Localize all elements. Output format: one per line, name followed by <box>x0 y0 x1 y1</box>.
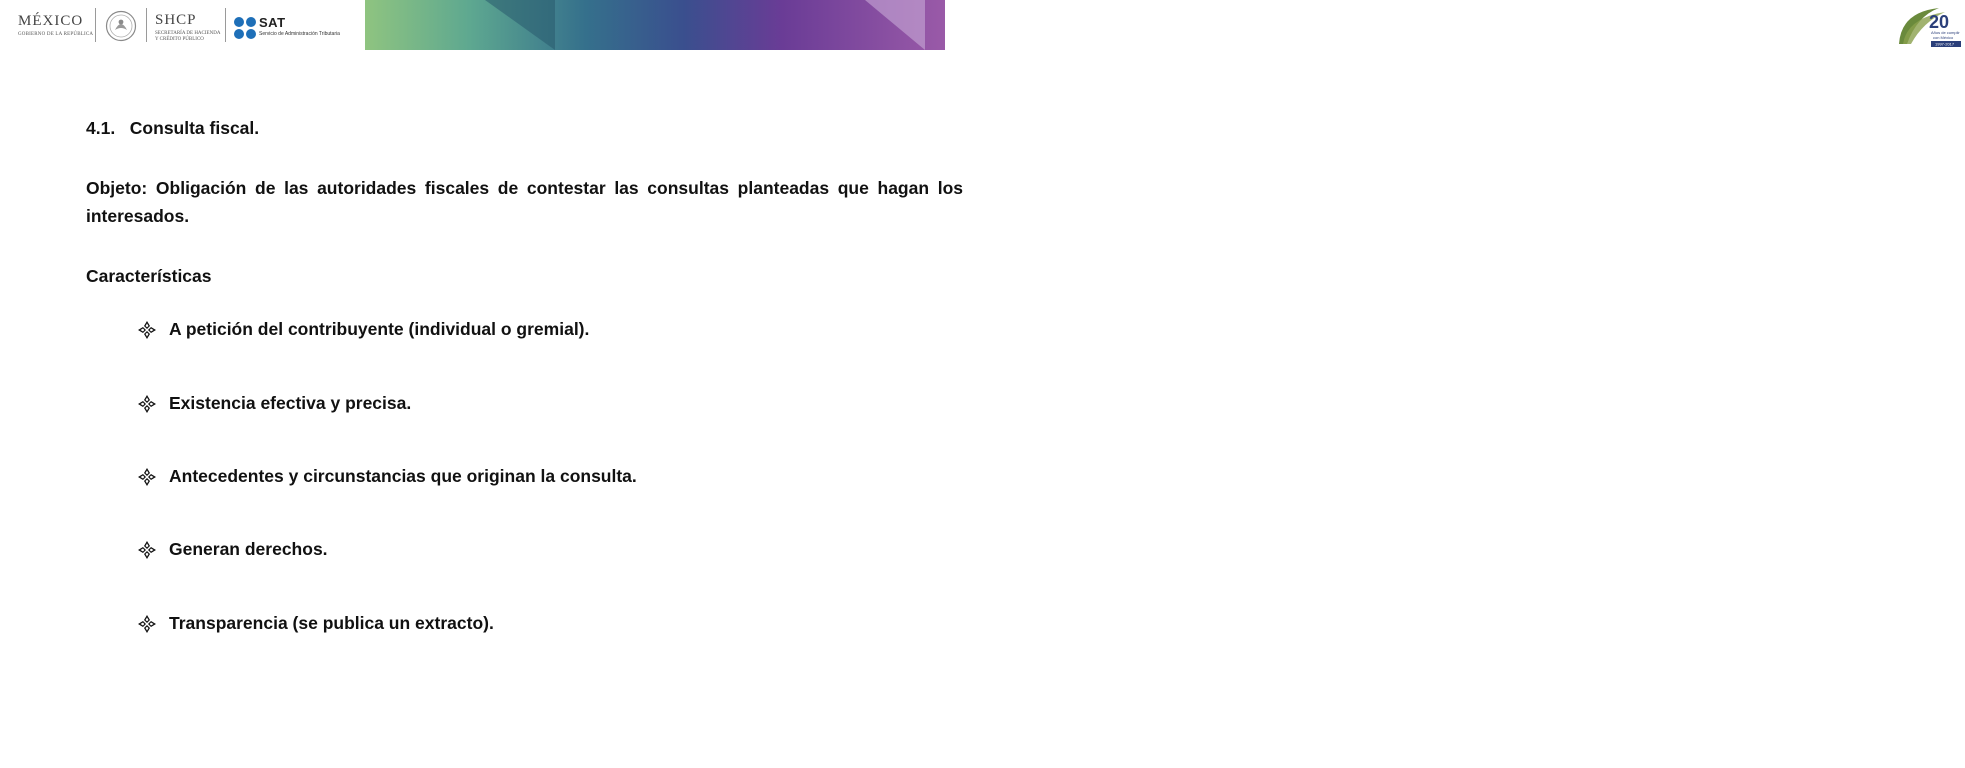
list-item <box>137 539 328 560</box>
objeto-text: Obligación de las autoridades fiscales de contestar las consultas planteadas que hagan los interesados. <box>86 178 963 226</box>
bullet-text: Existencia efectiva y precisa. <box>169 393 412 413</box>
anniversary-logo-icon <box>1893 4 1965 48</box>
diamond-bullet-icon <box>137 614 157 634</box>
diamond-bullet-icon <box>137 320 157 340</box>
objeto-label: Objeto: <box>86 178 148 198</box>
anniversary-text2: con México <box>1933 35 1954 40</box>
list-item <box>137 319 589 340</box>
list-item <box>137 466 637 487</box>
anniversary-text1: Años de cumplir <box>1931 30 1960 35</box>
objeto-paragraph <box>86 174 963 230</box>
mexico-logo-sub: GOBIERNO DE LA REPÚBLICA <box>18 32 94 37</box>
diamond-bullet-icon <box>137 394 157 414</box>
section-number: 4.1. <box>86 118 116 138</box>
sat-logo-word: SAT <box>259 15 286 30</box>
bullet-text: Generan derechos. <box>169 539 328 559</box>
section-heading <box>86 118 259 139</box>
sat-logo-sub: Servicio de Administración Tributaria <box>259 31 340 37</box>
section-title: Consulta fiscal. <box>129 118 260 138</box>
shcp-logo-word: SHCP <box>155 12 197 28</box>
caracteristicas-heading: Características <box>86 266 212 286</box>
bullet-text: Transparencia (se publica un extracto). <box>169 613 494 633</box>
list-item <box>137 393 411 414</box>
list-item <box>137 613 494 634</box>
shcp-logo-sub2: Y CRÉDITO PÚBLICO <box>155 37 204 42</box>
anniversary-years: 1997-2017 <box>1935 41 1955 47</box>
mexico-logo-word: MÉXICO <box>18 13 84 29</box>
anniversary-number: 20 <box>1929 12 1950 32</box>
diamond-bullet-icon <box>137 540 157 560</box>
bullet-text: Antecedentes y circunstancias que originan la consulta. <box>169 466 637 486</box>
shcp-logo-sub1: SECRETARÍA DE HACIENDA <box>155 31 221 36</box>
bullet-text: A petición del contribuyente (individual o gremial). <box>169 319 590 339</box>
diamond-bullet-icon <box>137 467 157 487</box>
